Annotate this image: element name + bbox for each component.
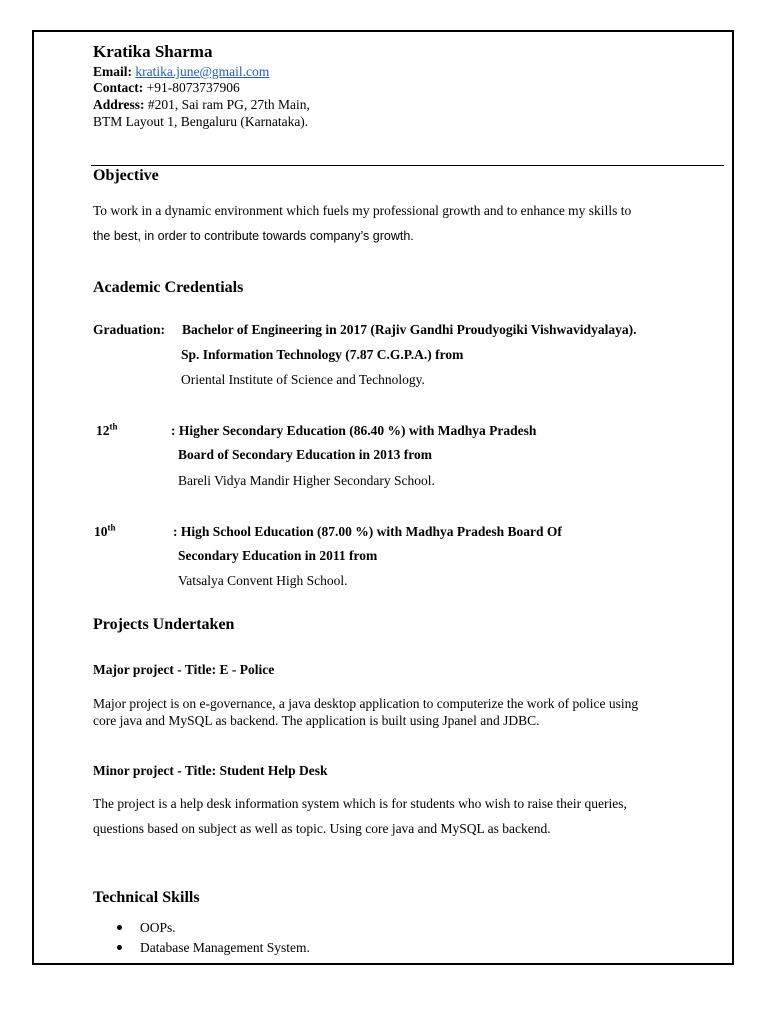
objective-title: Objective [93,167,159,184]
projects-title: Projects Undertaken [93,616,235,633]
objective-line-1: To work in a dynamic environment which fuels my professional growth and to enhance my skills to [93,203,632,218]
twelfth-num: 12 [96,423,110,438]
address-label: Address: [93,97,145,112]
header-divider [91,165,724,166]
contact-value: +91-8073737906 [146,80,240,95]
tenth-line-2: Secondary Education in 2011 from [178,548,378,563]
email-line [93,64,269,80]
skill-item [117,940,310,956]
tenth-num: 10 [94,524,108,539]
minor-project-line-1: The project is a help desk information system which is for students who wish to raise their queries, [93,796,627,811]
major-project-line-1: Major project is on e-governance, a java desktop application to computerize the work of police using [93,696,639,711]
twelfth-line-1: : Higher Secondary Education (86.40 %) with Madhya Pradesh [171,423,537,438]
address-line-2: BTM Layout 1, Bengaluru (Karnataka). [93,114,309,129]
email-link[interactable]: kratika.june@gmail.com [135,64,270,79]
twelfth-sup: th [109,421,118,432]
graduation-label: Graduation: [93,322,166,337]
minor-project-line-2: questions based on subject as well as topic. Using core java and MySQL as backend. [93,821,551,836]
tenth-label [94,524,116,540]
twelfth-line-2: Board of Secondary Education in 2013 from [178,447,433,462]
skill-item-label: Database Management System. [140,940,310,955]
contact-line [93,80,240,96]
objective-line-2: the best, in order to contribute towards company’s growth. [93,229,414,243]
bullet-icon [117,925,122,930]
academic-title: Academic Credentials [93,279,244,296]
skills-title: Technical Skills [93,889,200,906]
skill-item-label: OOPs. [140,920,176,935]
address-value-1: #201, Sai ram PG, 27th Main, [147,97,310,112]
email-label: Email: [93,64,132,79]
twelfth-label [96,423,118,439]
minor-project-heading: Minor project - Title: Student Help Desk [93,763,328,778]
graduation-line-1: Bachelor of Engineering in 2017 (Rajiv Gandhi Proudyogiki Vishwavidyalaya). [182,322,637,337]
tenth-line-3: Vatsalya Convent High School. [178,573,348,588]
twelfth-line-3: Bareli Vidya Mandir Higher Secondary School. [178,473,435,488]
contact-label: Contact: [93,80,144,95]
graduation-line-2: Sp. Information Technology (7.87 C.G.P.A.) from [181,347,464,362]
graduation-line-3: Oriental Institute of Science and Technology. [181,372,425,387]
skill-item [117,920,176,936]
address-line-1 [93,97,310,113]
major-project-heading: Major project - Title: E - Police [93,662,275,677]
candidate-name: Kratika Sharma [93,42,213,61]
major-project-line-2: core java and MySQL as backend. The application is built using Jpanel and JDBC. [93,713,540,728]
tenth-sup: th [107,522,116,533]
tenth-line-1: : High School Education (87.00 %) with Madhya Pradesh Board Of [173,524,562,539]
bullet-icon [117,945,122,950]
